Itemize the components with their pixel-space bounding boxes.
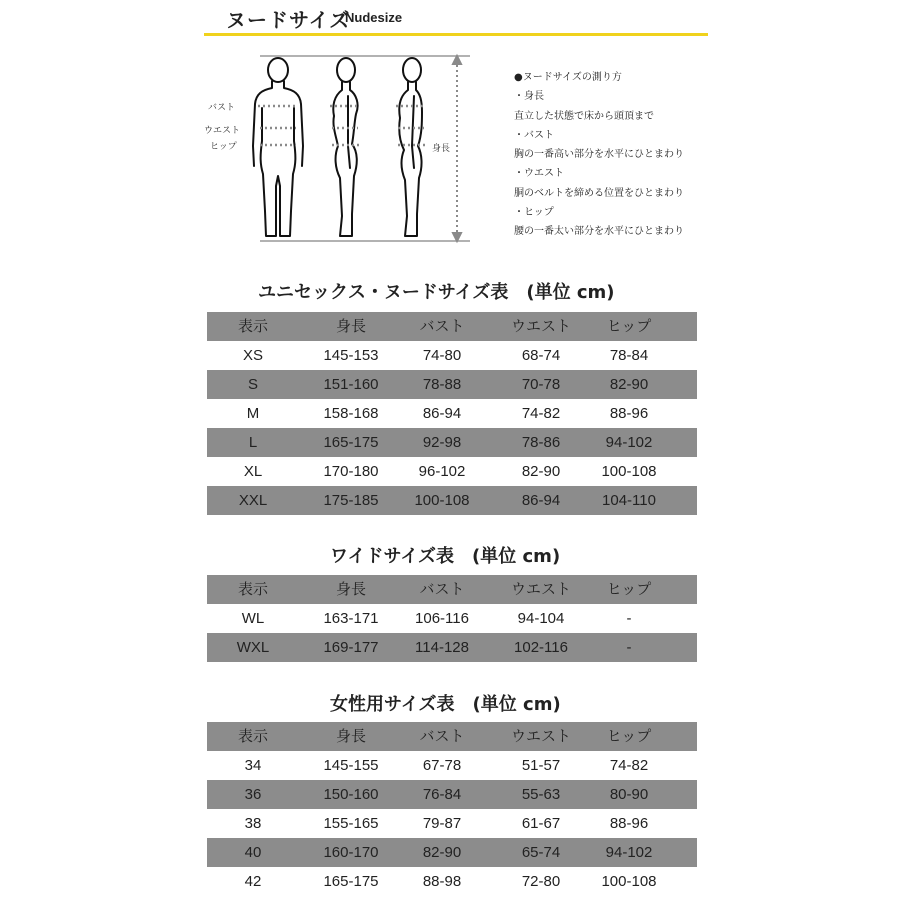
header-cell: バスト bbox=[419, 727, 465, 745]
table-cell: 88-96 bbox=[609, 405, 649, 422]
header-cell: 身長 bbox=[335, 317, 366, 335]
table-cell: 175-185 bbox=[323, 492, 379, 509]
header-cell: 身長 bbox=[335, 580, 366, 598]
header-cell: 表示 bbox=[237, 317, 268, 335]
wide-size-table bbox=[207, 575, 697, 662]
instruction-line: 胴のベルトを締める位置をひとまわり bbox=[514, 187, 684, 199]
table-cell: 151-160 bbox=[323, 376, 379, 393]
header-cell: ウエスト bbox=[510, 580, 571, 598]
instruction-line: ・バスト bbox=[514, 129, 554, 141]
table-cell: 80-90 bbox=[609, 786, 649, 803]
table-cell: 165-175 bbox=[323, 434, 379, 451]
body-figures bbox=[200, 46, 480, 251]
table-cell: 104-110 bbox=[602, 492, 656, 509]
header-title: ヌードサイズ bbox=[226, 8, 351, 32]
table-row bbox=[207, 486, 697, 515]
table-cell: 42 bbox=[244, 873, 262, 890]
measurement-instructions bbox=[514, 68, 754, 242]
table-cell: M bbox=[246, 405, 260, 422]
header-cell: 表示 bbox=[237, 580, 268, 598]
header-subtitle: Nudesize bbox=[345, 10, 403, 25]
table-row bbox=[207, 838, 697, 867]
table-row bbox=[207, 751, 697, 780]
table-cell: 55-63 bbox=[521, 786, 561, 803]
table-cell: 165-175 bbox=[323, 873, 379, 890]
table-row bbox=[207, 341, 697, 370]
table-header-row bbox=[207, 312, 697, 341]
header-cell: 表示 bbox=[237, 727, 268, 745]
women-table-title: 女性用サイズ表 (単位 cm) bbox=[330, 694, 561, 715]
table-cell: 51-57 bbox=[521, 757, 561, 774]
table-cell: WL bbox=[241, 610, 265, 627]
table-cell: 34 bbox=[244, 757, 262, 774]
table-cell: 40 bbox=[244, 844, 262, 861]
table-cell: 114-128 bbox=[415, 639, 469, 656]
header-cell: ウエスト bbox=[510, 317, 571, 335]
table-cell: 78-84 bbox=[609, 347, 649, 364]
height-dimension-line bbox=[453, 56, 461, 241]
table-cell: 86-94 bbox=[521, 492, 561, 509]
header-cell: バスト bbox=[419, 580, 465, 598]
height-label: 身長 bbox=[432, 144, 451, 154]
table-cell: 100-108 bbox=[601, 463, 657, 480]
table-cell: - bbox=[626, 610, 632, 627]
table-cell: XL bbox=[243, 463, 263, 480]
table-row bbox=[207, 867, 697, 896]
table-cell: 82-90 bbox=[422, 844, 462, 861]
table-row bbox=[207, 399, 697, 428]
table-cell: 38 bbox=[244, 815, 262, 832]
table-cell: 170-180 bbox=[323, 463, 379, 480]
table-cell: 100-108 bbox=[601, 873, 657, 890]
table-cell: 36 bbox=[244, 786, 262, 803]
table-cell: 74-82 bbox=[609, 757, 649, 774]
table-cell: 74-82 bbox=[521, 405, 561, 422]
wide-table-title: ワイドサイズ表 (単位 cm) bbox=[330, 546, 561, 567]
table-row bbox=[207, 780, 697, 809]
table-row bbox=[207, 428, 697, 457]
table-cell: 94-104 bbox=[517, 610, 565, 627]
table-cell: 72-80 bbox=[521, 873, 561, 890]
table-cell: 145-153 bbox=[323, 347, 379, 364]
table-cell: 61-67 bbox=[521, 815, 561, 832]
table-header-row bbox=[207, 722, 697, 751]
header-cell: ウエスト bbox=[510, 727, 571, 745]
header-cell: 身長 bbox=[335, 727, 366, 745]
table-cell: 96-102 bbox=[418, 463, 466, 480]
table-cell: 145-155 bbox=[323, 757, 379, 774]
table-cell: 82-90 bbox=[521, 463, 561, 480]
table-row bbox=[207, 457, 697, 486]
table-row bbox=[207, 604, 697, 633]
instruction-line: 直立した状態で床から頭頂まで bbox=[514, 110, 654, 122]
table-cell: - bbox=[626, 639, 632, 656]
table-cell: 78-86 bbox=[521, 434, 561, 451]
header-cell: ヒップ bbox=[606, 580, 652, 598]
table-cell: 67-78 bbox=[422, 757, 462, 774]
unisex-size-table bbox=[207, 312, 697, 515]
table-cell: 94-102 bbox=[605, 434, 653, 451]
table-cell: 76-84 bbox=[422, 786, 462, 803]
table-row bbox=[207, 809, 697, 838]
instruction-line: 胸の一番高い部分を水平にひとまわり bbox=[514, 149, 684, 161]
instruction-line: ・ヒップ bbox=[514, 207, 554, 219]
instruction-line: ・身長 bbox=[514, 91, 544, 103]
table-cell: 65-74 bbox=[521, 844, 561, 861]
table-cell: 79-87 bbox=[422, 815, 462, 832]
side-figure-male bbox=[399, 58, 422, 236]
front-figure bbox=[253, 58, 303, 236]
table-cell: XS bbox=[242, 347, 263, 364]
table-cell: 78-88 bbox=[422, 376, 462, 393]
table-row bbox=[207, 633, 697, 662]
table-cell: 92-98 bbox=[422, 434, 462, 451]
table-cell: 88-98 bbox=[422, 873, 462, 890]
table-cell: 86-94 bbox=[422, 405, 462, 422]
header-cell: ヒップ bbox=[606, 317, 652, 335]
header-cell: ヒップ bbox=[606, 727, 652, 745]
table-cell: 169-177 bbox=[323, 639, 379, 656]
table-cell: 70-78 bbox=[521, 376, 561, 393]
waist-label: ウエスト bbox=[204, 126, 241, 136]
table-cell: 160-170 bbox=[323, 844, 379, 861]
table-cell: 74-80 bbox=[422, 347, 462, 364]
instruction-line: 腰の一番太い部分を水平にひとまわり bbox=[514, 226, 684, 238]
table-header-row bbox=[207, 575, 697, 604]
table-row bbox=[207, 370, 697, 399]
section-header bbox=[204, 4, 708, 36]
table-cell: 102-116 bbox=[514, 639, 568, 656]
women-size-table bbox=[207, 722, 697, 896]
table-cell: 158-168 bbox=[323, 405, 379, 422]
bust-label: バスト bbox=[208, 103, 236, 113]
table-cell: S bbox=[247, 376, 258, 393]
table-cell: 88-96 bbox=[609, 815, 649, 832]
table-cell: XXL bbox=[238, 492, 268, 509]
table-cell: 106-116 bbox=[415, 610, 469, 627]
unisex-table-title: ユニセックス・ヌードサイズ表 (単位 cm) bbox=[258, 282, 615, 303]
table-cell: 94-102 bbox=[605, 844, 653, 861]
table-cell: 163-171 bbox=[323, 610, 379, 627]
table-cell: 150-160 bbox=[323, 786, 379, 803]
table-cell: WXL bbox=[236, 639, 270, 656]
table-cell: L bbox=[248, 434, 258, 451]
instructions-title: ●ヌードサイズの測り方 bbox=[514, 72, 622, 83]
table-cell: 68-74 bbox=[521, 347, 561, 364]
instruction-line: ・ウエスト bbox=[514, 168, 564, 180]
hip-label: ヒップ bbox=[210, 142, 237, 152]
table-cell: 100-108 bbox=[414, 492, 470, 509]
side-figure-female bbox=[333, 58, 357, 236]
header-cell: バスト bbox=[419, 317, 465, 335]
header-underline bbox=[204, 33, 708, 36]
table-cell: 155-165 bbox=[323, 815, 379, 832]
table-cell: 82-90 bbox=[609, 376, 649, 393]
